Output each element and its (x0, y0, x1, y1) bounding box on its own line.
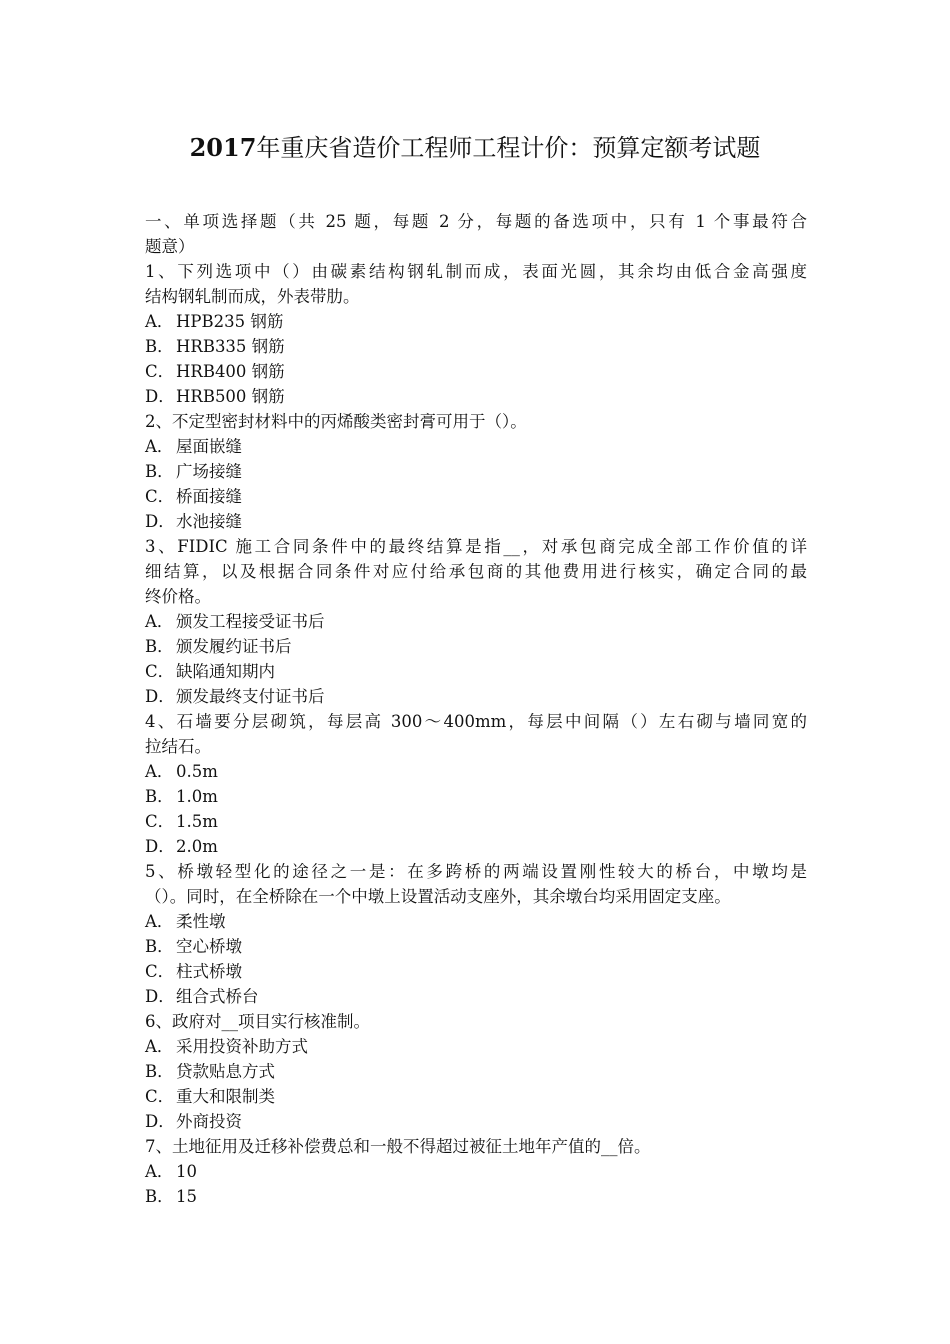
option-text: 柔性墩 (176, 912, 226, 931)
option-letter: D． (145, 687, 175, 706)
question-4-option-b (145, 784, 807, 809)
option-letter: D． (145, 837, 175, 856)
question-5-stem-line-2: （）。同时，在全桥除在一个中墩上设置活动支座外，其余墩台均采用固定支座。 (145, 887, 731, 906)
question-3-stem-line-1: 3、FIDIC 施工合同条件中的最终结算是指__，对承包商完成全部工作价值的详 (145, 537, 807, 556)
question-6-option-c (145, 1084, 807, 1109)
option-text: 外商投资 (176, 1112, 242, 1131)
option-text: 1.5m (176, 812, 218, 831)
option-letter: C． (145, 662, 175, 681)
question-2-option-a (145, 434, 807, 459)
question-3-option-c (145, 659, 807, 684)
question-6-option-a (145, 1034, 807, 1059)
option-letter: A． (145, 1162, 174, 1181)
option-letter: A． (145, 612, 174, 631)
option-letter: D． (145, 387, 175, 406)
question-2-option-d (145, 509, 807, 534)
question-1-option-c (145, 359, 807, 384)
option-text: 组合式桥台 (176, 987, 259, 1006)
question-2-option-b (145, 459, 807, 484)
option-text: 重大和限制类 (176, 1087, 275, 1106)
question-3-option-a (145, 609, 807, 634)
question-2-option-c (145, 484, 807, 509)
option-letter: C． (145, 812, 175, 831)
option-text: 颁发工程接受证书后 (176, 612, 325, 631)
option-text: 柱式桥墩 (176, 962, 242, 981)
option-text: 1.0m (176, 787, 218, 806)
option-text: 水池接缝 (176, 512, 242, 531)
option-letter: D． (145, 987, 175, 1006)
option-text: HRB400 钢筋 (176, 362, 285, 381)
option-text: 10 (176, 1162, 197, 1181)
question-6-option-b (145, 1059, 807, 1084)
option-letter: B． (145, 937, 174, 956)
document-body (145, 209, 807, 1209)
option-text: 15 (176, 1187, 197, 1206)
document-title (0, 131, 950, 165)
title-text: 年重庆省造价工程师工程计价：预算定额考试题 (256, 134, 761, 162)
option-letter: C． (145, 487, 175, 506)
option-text: 空心桥墩 (176, 937, 242, 956)
question-4-option-c (145, 809, 807, 834)
option-text: 贷款贴息方式 (176, 1062, 275, 1081)
question-6-stem-line-1: 6、政府对__项目实行核准制。 (145, 1012, 370, 1031)
option-letter: C． (145, 962, 175, 981)
question-5-stem-line-1: 5、桥墩轻型化的途径之一是：在多跨桥的两端设置刚性较大的桥台，中墩均是 (145, 862, 807, 881)
option-letter: B． (145, 787, 174, 806)
question-4-stem-line-1: 4、石墙要分层砌筑，每层高 300～400mm，每层中间隔（）左右砌与墙同宽的 (145, 712, 807, 731)
question-4-option-d (145, 834, 807, 859)
option-letter: A． (145, 437, 174, 456)
question-6-option-d (145, 1109, 807, 1134)
option-letter: D． (145, 512, 175, 531)
option-letter: B． (145, 637, 174, 656)
question-1-option-d (145, 384, 807, 409)
option-letter: B． (145, 337, 174, 356)
question-1-option-b (145, 334, 807, 359)
option-letter: A． (145, 312, 174, 331)
option-text: 颁发最终支付证书后 (176, 687, 325, 706)
option-letter: A． (145, 1037, 174, 1056)
option-text: 颁发履约证书后 (176, 637, 292, 656)
question-7-option-b (145, 1184, 807, 1209)
option-letter: B． (145, 1187, 174, 1206)
option-letter: C． (145, 1087, 175, 1106)
question-7-option-a (145, 1159, 807, 1184)
section-heading-line-2: 题意） (145, 237, 195, 256)
question-3-option-b (145, 634, 807, 659)
option-text: HPB235 钢筋 (176, 312, 284, 331)
question-1-stem-line-1: 1、下列选项中（）由碳素结构钢轧制而成，表面光圆，其余均由低合金高强度 (145, 262, 807, 281)
option-text: 2.0m (176, 837, 218, 856)
option-letter: C． (145, 362, 175, 381)
option-letter: A． (145, 912, 174, 931)
option-text: HRB335 钢筋 (176, 337, 285, 356)
option-letter: A． (145, 762, 174, 781)
question-5-option-b (145, 934, 807, 959)
option-text: HRB500 钢筋 (176, 387, 285, 406)
question-1-option-a (145, 309, 807, 334)
question-3-stem-line-2: 细结算，以及根据合同条件对应付给承包商的其他费用进行核实，确定合同的最 (145, 562, 807, 581)
question-4-option-a (145, 759, 807, 784)
option-text: 桥面接缝 (176, 487, 242, 506)
question-4-stem-line-2: 拉结石。 (145, 737, 211, 756)
option-letter: B． (145, 1062, 174, 1081)
question-5-option-c (145, 959, 807, 984)
option-text: 广场接缝 (176, 462, 242, 481)
title-year: 2017 (189, 133, 257, 162)
option-text: 0.5m (176, 762, 218, 781)
question-5-option-a (145, 909, 807, 934)
option-text: 缺陷通知期内 (176, 662, 275, 681)
question-3-stem-line-3: 终价格。 (145, 587, 211, 606)
option-letter: D． (145, 1112, 175, 1131)
question-2-stem-line-1: 2、不定型密封材料中的丙烯酸类密封膏可用于（）。 (145, 412, 527, 431)
question-1-stem-line-2: 结构钢轧制而成，外表带肋。 (145, 287, 360, 306)
option-text: 屋面嵌缝 (176, 437, 242, 456)
section-heading-line-1: 一、单项选择题（共 25 题，每题 2 分，每题的备选项中，只有 1 个事最符合 (145, 212, 807, 231)
option-text: 采用投资补助方式 (176, 1037, 308, 1056)
question-7-stem-line-1: 7、土地征用及迁移补偿费总和一般不得超过被征土地年产值的__倍。 (145, 1137, 651, 1156)
question-3-option-d (145, 684, 807, 709)
question-5-option-d (145, 984, 807, 1009)
option-letter: B． (145, 462, 174, 481)
